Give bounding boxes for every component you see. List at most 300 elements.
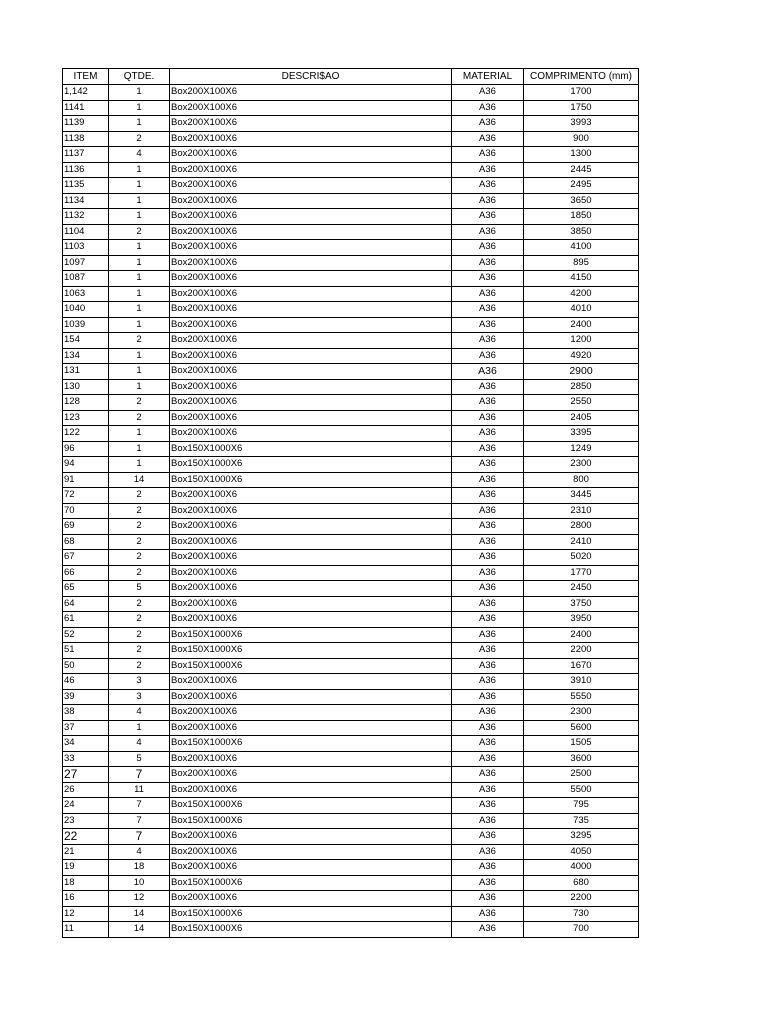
comprimento-cell: 3850 (524, 224, 639, 240)
material-cell: A36 (452, 271, 524, 287)
table-row (63, 798, 639, 814)
description-cell: Box200X100X6 (170, 131, 452, 147)
comprimento-cell: 1850 (524, 209, 639, 225)
item-cell: 1104 (63, 224, 109, 240)
description-cell: Box200X100X6 (170, 100, 452, 116)
qtde-cell: 7 (109, 829, 170, 845)
item-cell: 131 (63, 364, 109, 380)
table-row (63, 550, 639, 566)
qtde-cell: 2 (109, 333, 170, 349)
table-row (63, 875, 639, 891)
qtde-cell: 3 (109, 689, 170, 705)
comprimento-cell: 900 (524, 131, 639, 147)
qtde-cell: 2 (109, 503, 170, 519)
comprimento-cell: 2500 (524, 767, 639, 783)
item-cell: 69 (63, 519, 109, 535)
item-cell: 1039 (63, 317, 109, 333)
description-cell: Box200X100X6 (170, 395, 452, 411)
description-cell: Box200X100X6 (170, 720, 452, 736)
description-cell: Box200X100X6 (170, 348, 452, 364)
qtde-cell: 14 (109, 906, 170, 922)
qtde-cell: 1 (109, 193, 170, 209)
qtde-cell: 1 (109, 426, 170, 442)
material-cell: A36 (452, 116, 524, 132)
header-descricao: DESCRI$AO (170, 69, 452, 85)
table-row (63, 534, 639, 550)
item-cell: 1139 (63, 116, 109, 132)
material-cell: A36 (452, 922, 524, 938)
table-row (63, 162, 639, 178)
description-cell: Box150X1000X6 (170, 658, 452, 674)
material-cell: A36 (452, 379, 524, 395)
description-cell: Box150X1000X6 (170, 457, 452, 473)
comprimento-cell: 3445 (524, 488, 639, 504)
qtde-cell: 12 (109, 891, 170, 907)
material-cell: A36 (452, 581, 524, 597)
comprimento-cell: 895 (524, 255, 639, 271)
comprimento-cell: 2850 (524, 379, 639, 395)
table-row (63, 488, 639, 504)
material-cell: A36 (452, 441, 524, 457)
item-cell: 64 (63, 596, 109, 612)
comprimento-cell: 680 (524, 875, 639, 891)
item-cell: 1134 (63, 193, 109, 209)
item-cell: 61 (63, 612, 109, 628)
item-cell: 128 (63, 395, 109, 411)
material-cell: A36 (452, 689, 524, 705)
table-row (63, 472, 639, 488)
item-cell: 1103 (63, 240, 109, 256)
table-row (63, 410, 639, 426)
material-cell: A36 (452, 85, 524, 101)
item-cell: 1097 (63, 255, 109, 271)
comprimento-cell: 2300 (524, 705, 639, 721)
qtde-cell: 1 (109, 720, 170, 736)
material-cell: A36 (452, 488, 524, 504)
comprimento-cell: 735 (524, 813, 639, 829)
item-cell: 94 (63, 457, 109, 473)
material-cell: A36 (452, 147, 524, 163)
material-cell: A36 (452, 286, 524, 302)
table-row (63, 813, 639, 829)
table-row (63, 116, 639, 132)
material-cell: A36 (452, 658, 524, 674)
description-cell: Box150X1000X6 (170, 441, 452, 457)
material-cell: A36 (452, 317, 524, 333)
item-cell: 33 (63, 751, 109, 767)
description-cell: Box200X100X6 (170, 534, 452, 550)
qtde-cell: 4 (109, 705, 170, 721)
table-body (63, 85, 639, 938)
item-cell: 1132 (63, 209, 109, 225)
table-row (63, 131, 639, 147)
qtde-cell: 10 (109, 875, 170, 891)
description-cell: Box200X100X6 (170, 426, 452, 442)
comprimento-cell: 3750 (524, 596, 639, 612)
parts-list-table (62, 68, 639, 938)
material-cell: A36 (452, 829, 524, 845)
comprimento-cell: 2495 (524, 178, 639, 194)
item-cell: 123 (63, 410, 109, 426)
comprimento-cell: 2410 (524, 534, 639, 550)
material-cell: A36 (452, 410, 524, 426)
qtde-cell: 1 (109, 178, 170, 194)
table-row (63, 333, 639, 349)
comprimento-cell: 3650 (524, 193, 639, 209)
description-cell: Box200X100X6 (170, 596, 452, 612)
comprimento-cell: 5500 (524, 782, 639, 798)
comprimento-cell: 5600 (524, 720, 639, 736)
item-cell: 1,142 (63, 85, 109, 101)
material-cell: A36 (452, 224, 524, 240)
description-cell: Box200X100X6 (170, 147, 452, 163)
item-cell: 34 (63, 736, 109, 752)
table-row (63, 240, 639, 256)
material-cell: A36 (452, 782, 524, 798)
table-row (63, 844, 639, 860)
comprimento-cell: 1200 (524, 333, 639, 349)
comprimento-cell: 4000 (524, 860, 639, 876)
qtde-cell: 1 (109, 317, 170, 333)
table-row (63, 596, 639, 612)
table-row (63, 565, 639, 581)
table-row (63, 224, 639, 240)
item-cell: 134 (63, 348, 109, 364)
table-row (63, 581, 639, 597)
qtde-cell: 14 (109, 922, 170, 938)
material-cell: A36 (452, 627, 524, 643)
description-cell: Box200X100X6 (170, 379, 452, 395)
material-cell: A36 (452, 240, 524, 256)
material-cell: A36 (452, 162, 524, 178)
qtde-cell: 2 (109, 410, 170, 426)
comprimento-cell: 730 (524, 906, 639, 922)
item-cell: 1135 (63, 178, 109, 194)
description-cell: Box150X1000X6 (170, 472, 452, 488)
item-cell: 52 (63, 627, 109, 643)
description-cell: Box150X1000X6 (170, 922, 452, 938)
qtde-cell: 2 (109, 488, 170, 504)
table-row (63, 193, 639, 209)
material-cell: A36 (452, 333, 524, 349)
item-cell: 66 (63, 565, 109, 581)
table-row (63, 317, 639, 333)
material-cell: A36 (452, 891, 524, 907)
table-row (63, 627, 639, 643)
item-cell: 39 (63, 689, 109, 705)
table-row (63, 612, 639, 628)
table-row (63, 503, 639, 519)
table-row (63, 395, 639, 411)
table-row (63, 271, 639, 287)
qtde-cell: 2 (109, 534, 170, 550)
table-row (63, 426, 639, 442)
comprimento-cell: 5550 (524, 689, 639, 705)
table-row (63, 302, 639, 318)
table-row (63, 674, 639, 690)
description-cell: Box150X1000X6 (170, 875, 452, 891)
table-row (63, 209, 639, 225)
description-cell: Box200X100X6 (170, 767, 452, 783)
table-row (63, 286, 639, 302)
table-row (63, 829, 639, 845)
material-cell: A36 (452, 255, 524, 271)
description-cell: Box200X100X6 (170, 333, 452, 349)
item-cell: 67 (63, 550, 109, 566)
description-cell: Box200X100X6 (170, 302, 452, 318)
comprimento-cell: 2400 (524, 627, 639, 643)
qtde-cell: 2 (109, 519, 170, 535)
qtde-cell: 3 (109, 674, 170, 690)
table-row (63, 767, 639, 783)
description-cell: Box200X100X6 (170, 581, 452, 597)
comprimento-cell: 1750 (524, 100, 639, 116)
comprimento-cell: 1770 (524, 565, 639, 581)
description-cell: Box200X100X6 (170, 829, 452, 845)
comprimento-cell: 1300 (524, 147, 639, 163)
qtde-cell: 1 (109, 100, 170, 116)
material-cell: A36 (452, 612, 524, 628)
material-cell: A36 (452, 364, 524, 380)
description-cell: Box200X100X6 (170, 782, 452, 798)
description-cell: Box200X100X6 (170, 116, 452, 132)
material-cell: A36 (452, 348, 524, 364)
table-row (63, 751, 639, 767)
qtde-cell: 7 (109, 813, 170, 829)
item-cell: 1137 (63, 147, 109, 163)
qtde-cell: 2 (109, 643, 170, 659)
description-cell: Box150X1000X6 (170, 798, 452, 814)
description-cell: Box200X100X6 (170, 255, 452, 271)
description-cell: Box200X100X6 (170, 860, 452, 876)
qtde-cell: 5 (109, 581, 170, 597)
material-cell: A36 (452, 844, 524, 860)
comprimento-cell: 1700 (524, 85, 639, 101)
qtde-cell: 14 (109, 472, 170, 488)
item-cell: 1141 (63, 100, 109, 116)
qtde-cell: 2 (109, 224, 170, 240)
material-cell: A36 (452, 875, 524, 891)
material-cell: A36 (452, 534, 524, 550)
qtde-cell: 1 (109, 85, 170, 101)
qtde-cell: 5 (109, 751, 170, 767)
material-cell: A36 (452, 178, 524, 194)
comprimento-cell: 4920 (524, 348, 639, 364)
description-cell: Box200X100X6 (170, 844, 452, 860)
item-cell: 72 (63, 488, 109, 504)
material-cell: A36 (452, 674, 524, 690)
comprimento-cell: 3600 (524, 751, 639, 767)
qtde-cell: 1 (109, 457, 170, 473)
qtde-cell: 4 (109, 736, 170, 752)
qtde-cell: 7 (109, 798, 170, 814)
comprimento-cell: 2550 (524, 395, 639, 411)
item-cell: 22 (63, 829, 109, 845)
item-cell: 38 (63, 705, 109, 721)
material-cell: A36 (452, 767, 524, 783)
item-cell: 1040 (63, 302, 109, 318)
item-cell: 16 (63, 891, 109, 907)
table-row (63, 860, 639, 876)
description-cell: Box150X1000X6 (170, 643, 452, 659)
description-cell: Box150X1000X6 (170, 627, 452, 643)
description-cell: Box200X100X6 (170, 565, 452, 581)
table-row (63, 689, 639, 705)
qtde-cell: 1 (109, 302, 170, 318)
header-comprimento: COMPRIMENTO (mm) (524, 69, 639, 85)
comprimento-cell: 4150 (524, 271, 639, 287)
qtde-cell: 2 (109, 658, 170, 674)
item-cell: 1063 (63, 286, 109, 302)
item-cell: 11 (63, 922, 109, 938)
qtde-cell: 2 (109, 550, 170, 566)
description-cell: Box150X1000X6 (170, 906, 452, 922)
table-row (63, 922, 639, 938)
material-cell: A36 (452, 131, 524, 147)
material-cell: A36 (452, 100, 524, 116)
material-cell: A36 (452, 705, 524, 721)
qtde-cell: 1 (109, 379, 170, 395)
item-cell: 65 (63, 581, 109, 597)
table-row (63, 255, 639, 271)
comprimento-cell: 2300 (524, 457, 639, 473)
description-cell: Box200X100X6 (170, 317, 452, 333)
item-cell: 70 (63, 503, 109, 519)
description-cell: Box200X100X6 (170, 286, 452, 302)
comprimento-cell: 2200 (524, 891, 639, 907)
material-cell: A36 (452, 798, 524, 814)
description-cell: Box200X100X6 (170, 751, 452, 767)
material-cell: A36 (452, 596, 524, 612)
item-cell: 154 (63, 333, 109, 349)
table-row (63, 643, 639, 659)
description-cell: Box200X100X6 (170, 488, 452, 504)
comprimento-cell: 2800 (524, 519, 639, 535)
header-item: ITEM (63, 69, 109, 85)
item-cell: 26 (63, 782, 109, 798)
description-cell: Box200X100X6 (170, 240, 452, 256)
item-cell: 12 (63, 906, 109, 922)
material-cell: A36 (452, 643, 524, 659)
description-cell: Box200X100X6 (170, 612, 452, 628)
material-cell: A36 (452, 457, 524, 473)
table-row (63, 891, 639, 907)
table-row (63, 457, 639, 473)
header-qtde: QTDE. (109, 69, 170, 85)
qtde-cell: 2 (109, 627, 170, 643)
comprimento-cell: 4100 (524, 240, 639, 256)
description-cell: Box200X100X6 (170, 689, 452, 705)
description-cell: Box200X100X6 (170, 705, 452, 721)
item-cell: 1087 (63, 271, 109, 287)
item-cell: 18 (63, 875, 109, 891)
qtde-cell: 2 (109, 596, 170, 612)
qtde-cell: 1 (109, 441, 170, 457)
qtde-cell: 4 (109, 844, 170, 860)
qtde-cell: 2 (109, 395, 170, 411)
table-row (63, 441, 639, 457)
qtde-cell: 1 (109, 162, 170, 178)
description-cell: Box200X100X6 (170, 209, 452, 225)
material-cell: A36 (452, 906, 524, 922)
item-cell: 96 (63, 441, 109, 457)
material-cell: A36 (452, 736, 524, 752)
table-row (63, 147, 639, 163)
item-cell: 21 (63, 844, 109, 860)
material-cell: A36 (452, 302, 524, 318)
comprimento-cell: 4200 (524, 286, 639, 302)
comprimento-cell: 2450 (524, 581, 639, 597)
material-cell: A36 (452, 751, 524, 767)
material-cell: A36 (452, 426, 524, 442)
qtde-cell: 4 (109, 147, 170, 163)
description-cell: Box200X100X6 (170, 193, 452, 209)
material-cell: A36 (452, 565, 524, 581)
description-cell: Box200X100X6 (170, 85, 452, 101)
description-cell: Box200X100X6 (170, 162, 452, 178)
qtde-cell: 1 (109, 116, 170, 132)
comprimento-cell: 2400 (524, 317, 639, 333)
description-cell: Box200X100X6 (170, 178, 452, 194)
material-cell: A36 (452, 860, 524, 876)
material-cell: A36 (452, 503, 524, 519)
description-cell: Box200X100X6 (170, 891, 452, 907)
comprimento-cell: 2310 (524, 503, 639, 519)
item-cell: 1136 (63, 162, 109, 178)
description-cell: Box200X100X6 (170, 503, 452, 519)
item-cell: 68 (63, 534, 109, 550)
item-cell: 50 (63, 658, 109, 674)
description-cell: Box200X100X6 (170, 224, 452, 240)
table-row (63, 658, 639, 674)
description-cell: Box200X100X6 (170, 364, 452, 380)
material-cell: A36 (452, 395, 524, 411)
table-row (63, 379, 639, 395)
qtde-cell: 7 (109, 767, 170, 783)
comprimento-cell: 800 (524, 472, 639, 488)
comprimento-cell: 1249 (524, 441, 639, 457)
table-row (63, 100, 639, 116)
comprimento-cell: 5020 (524, 550, 639, 566)
table-row (63, 906, 639, 922)
table-row (63, 705, 639, 721)
material-cell: A36 (452, 550, 524, 566)
table-row (63, 720, 639, 736)
item-cell: 24 (63, 798, 109, 814)
comprimento-cell: 1505 (524, 736, 639, 752)
comprimento-cell: 2405 (524, 410, 639, 426)
table-row (63, 348, 639, 364)
description-cell: Box150X1000X6 (170, 736, 452, 752)
qtde-cell: 2 (109, 131, 170, 147)
material-cell: A36 (452, 519, 524, 535)
item-cell: 91 (63, 472, 109, 488)
qtde-cell: 2 (109, 612, 170, 628)
comprimento-cell: 4010 (524, 302, 639, 318)
description-cell: Box200X100X6 (170, 271, 452, 287)
qtde-cell: 18 (109, 860, 170, 876)
item-cell: 23 (63, 813, 109, 829)
comprimento-cell: 3910 (524, 674, 639, 690)
item-cell: 122 (63, 426, 109, 442)
qtde-cell: 1 (109, 364, 170, 380)
qtde-cell: 1 (109, 240, 170, 256)
comprimento-cell: 2445 (524, 162, 639, 178)
comprimento-cell: 2900 (524, 364, 639, 380)
comprimento-cell: 2200 (524, 643, 639, 659)
qtde-cell: 1 (109, 255, 170, 271)
description-cell: Box200X100X6 (170, 674, 452, 690)
